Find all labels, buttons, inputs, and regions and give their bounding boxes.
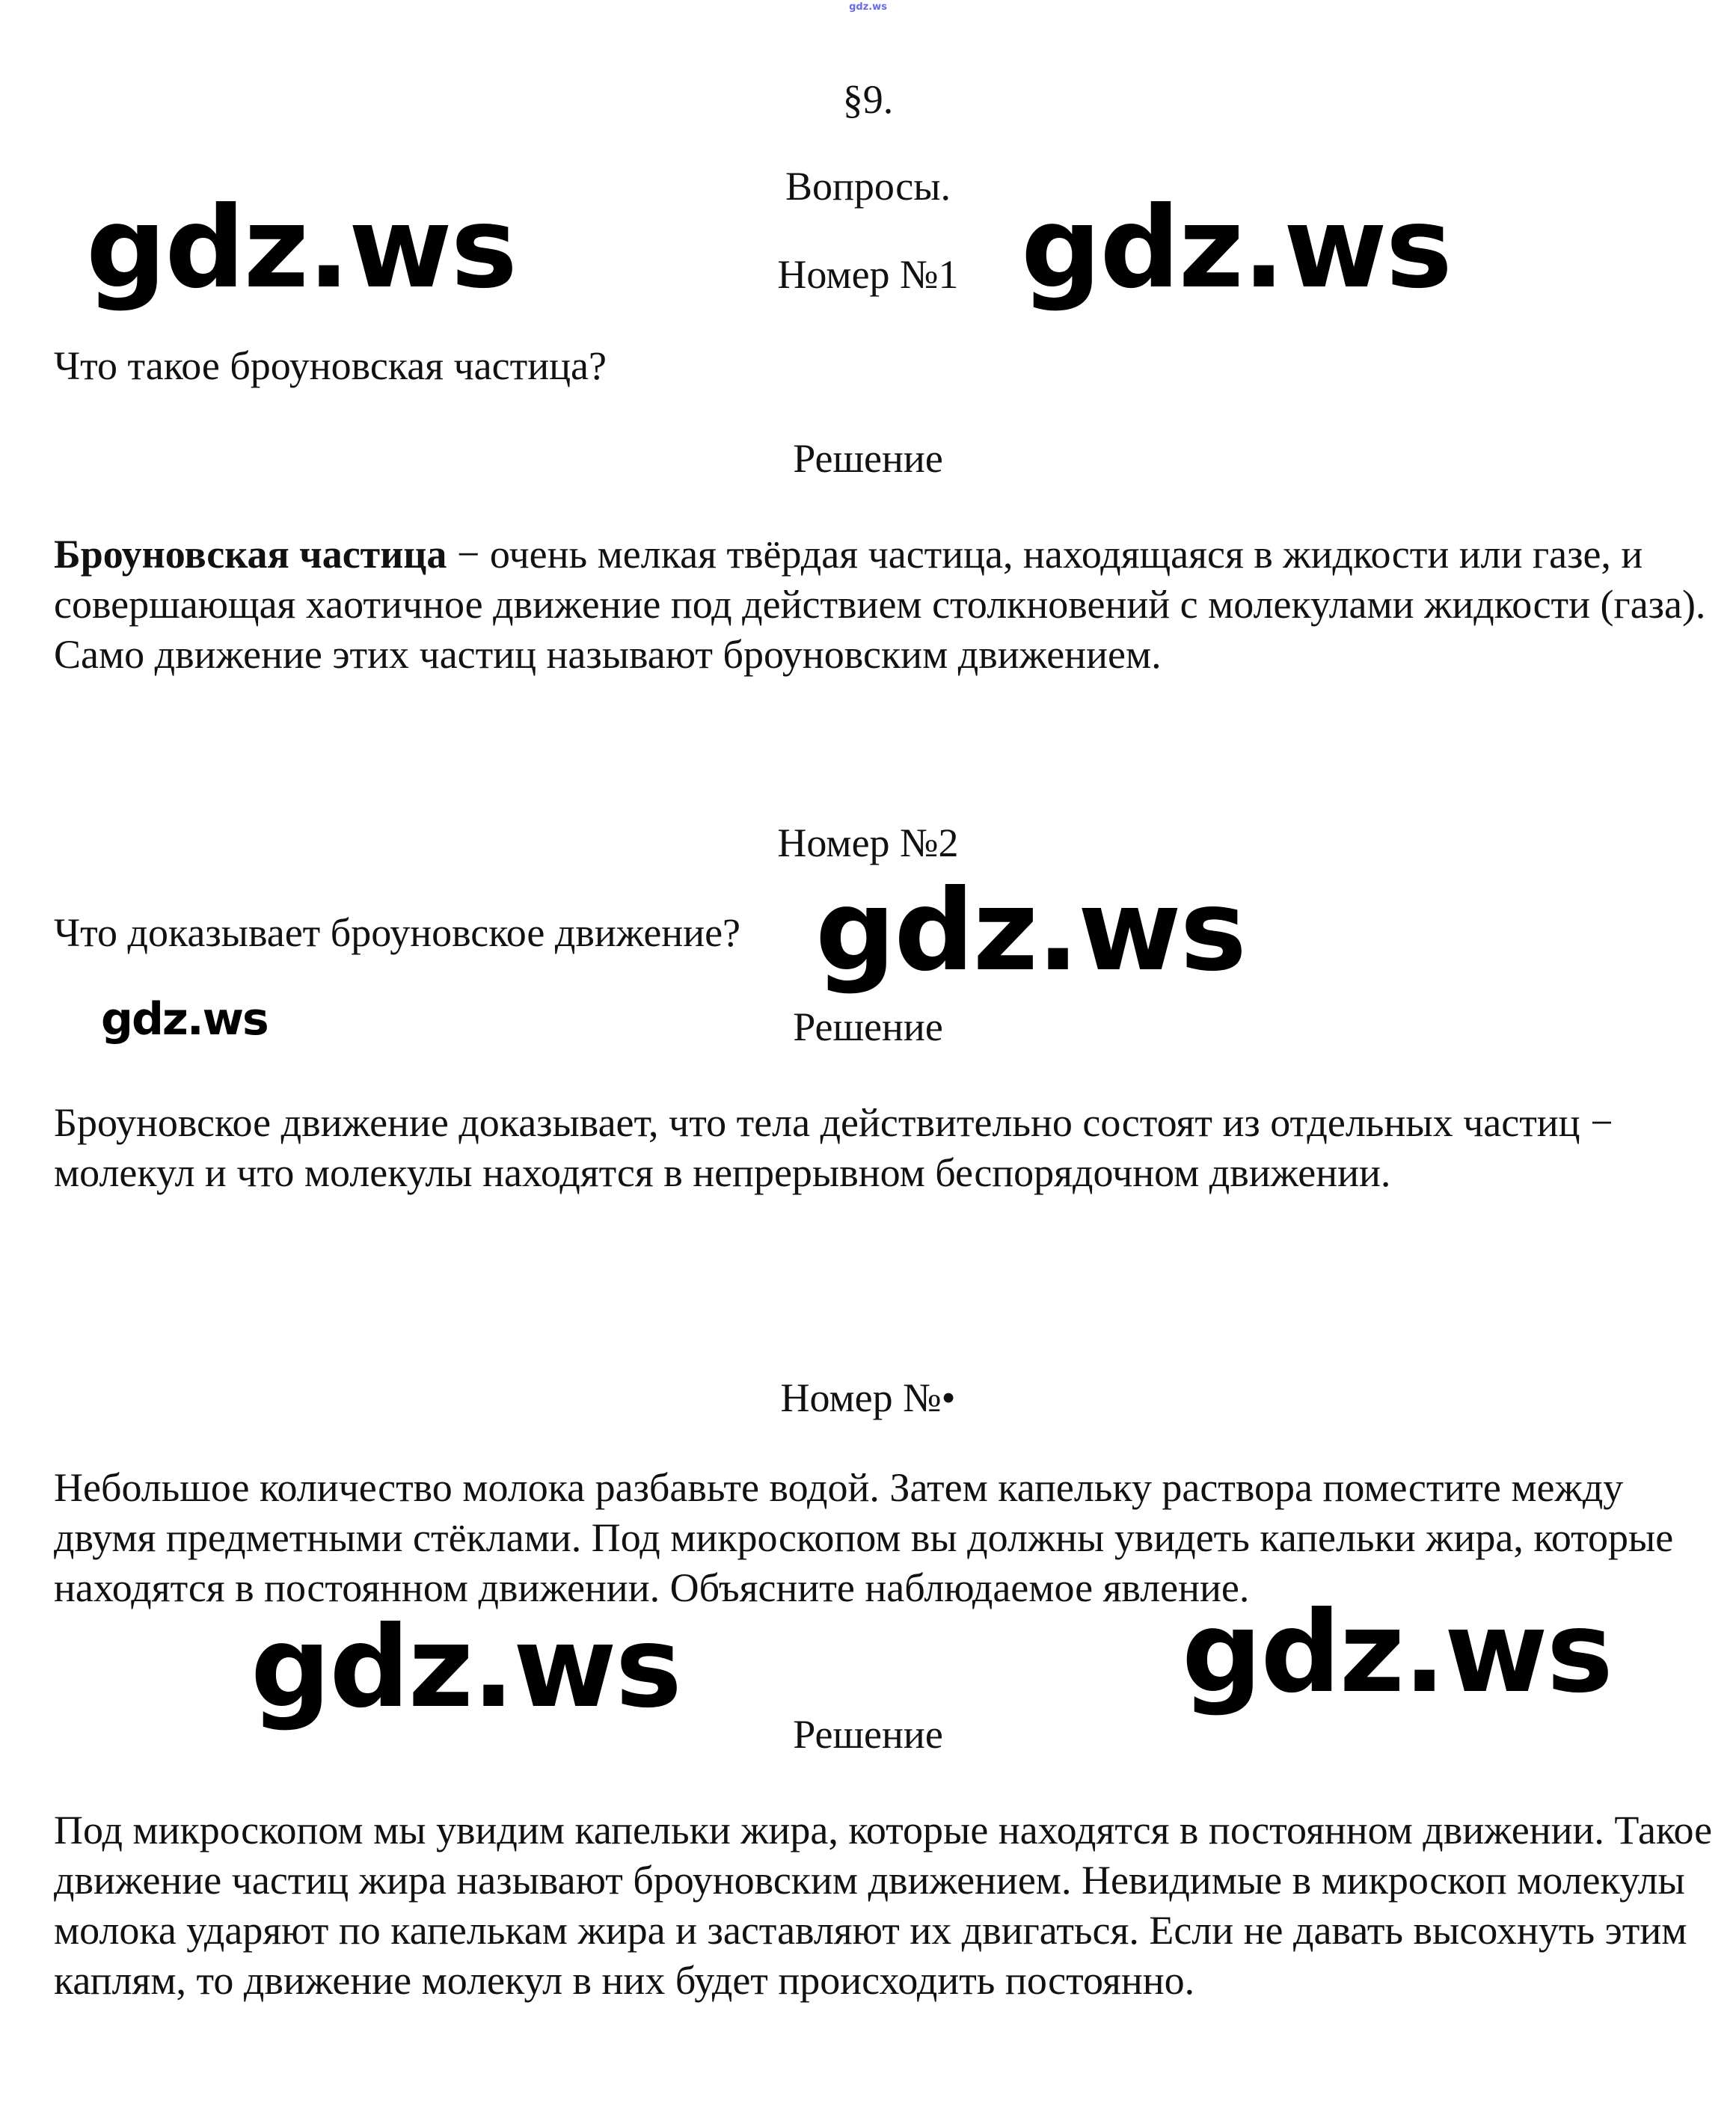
- section-title: §9.: [842, 77, 894, 122]
- watermark-4: gdz.ws: [101, 993, 268, 1046]
- questions-heading: Вопросы.: [785, 164, 951, 209]
- item-1-answer-term: Броуновская частица: [54, 532, 447, 577]
- watermark-5: gdz.ws: [251, 1603, 681, 1733]
- item-3-number: Номер №•: [780, 1375, 956, 1420]
- item-3-solution-label: Решение: [793, 1712, 943, 1757]
- item-2-answer: Броуновское движение доказывает, что тела действительно состоят из отдельных частиц − молекул и что молекулы находятся в непрерывном беспорядочном движении.: [54, 1100, 1613, 1195]
- item-3-answer: Под микроскопом мы увидим капельки жира, которые находятся в постоянном движении. Такое движение частиц жира называют броуновским движением. Невидимые в микроскоп молекулы молока ударяют по капелькам жира и заставляют их двигаться. Если не давать высохнуть этим каплям, то движение молекул в них будет происходить постоянно.: [54, 1808, 1713, 2003]
- item-2-number: Номер №2: [777, 820, 959, 865]
- watermark-2: gdz.ws: [1021, 183, 1451, 313]
- watermark-6: gdz.ws: [1182, 1588, 1612, 1718]
- item-2-question: Что доказывает броуновское движение?: [54, 910, 741, 955]
- item-1-number: Номер №1: [777, 252, 959, 297]
- item-3-question: Небольшое количество молока разбавьте водой. Затем капельку раствора поместите между двумя предметными стёклами. Под микроскопом вы должны увидеть капельки жира, которые находятся в постоянном движении. Объясните наблюдаемое явление.: [54, 1465, 1674, 1610]
- top-watermark: gdz.ws: [849, 1, 887, 13]
- item-1-question: Что такое броуновская частица?: [54, 343, 607, 388]
- watermark-3: gdz.ws: [815, 866, 1245, 996]
- item-1-answer-text: − очень мелкая твёрдая частица, находящаяся в жидкости или газе, и совершающая хаотичное движение под действием столкновений с молекулами жидкости (газа). Само движение этих частиц называют броуновским движением.: [54, 532, 1706, 677]
- item-1-answer: [54, 530, 1714, 680]
- watermark-1: gdz.ws: [86, 183, 516, 313]
- item-2-solution-label: Решение: [793, 1004, 943, 1049]
- item-1-solution-label: Решение: [793, 436, 943, 481]
